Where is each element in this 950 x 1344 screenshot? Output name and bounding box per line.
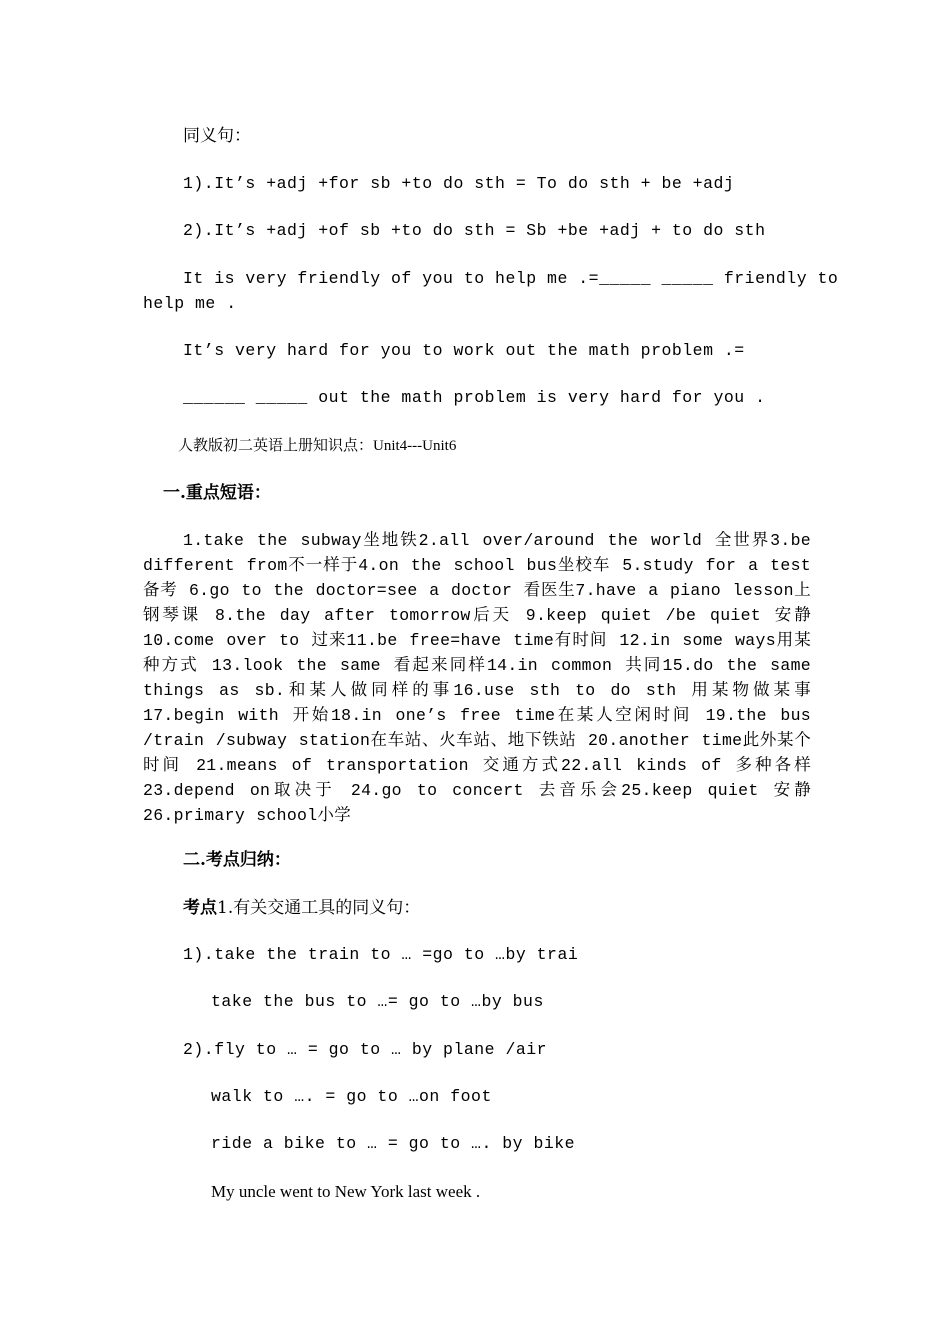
transport-line-6: My uncle went to New York last week .: [211, 1182, 481, 1201]
transport-line-4: walk to …. = go to …on foot: [211, 1087, 492, 1106]
transport-line-1: 1).take the train to … =go to …by trai: [183, 945, 579, 964]
example-2-line-1: It’s very hard for you to work out the math problem .=: [183, 341, 745, 360]
rule-2: 2).It’s +adj +of sb +to do sth = Sb +be +adj + to do sth: [183, 221, 766, 240]
point-1-text: 1.有关交通工具的同义句：: [217, 898, 421, 918]
transport-line-3: 2).fly to … = go to … by plane /air: [183, 1040, 548, 1059]
transport-line-2: take the bus to …= go to …by bus: [211, 992, 544, 1011]
synonym-heading: 同义句：: [183, 126, 251, 146]
phrases-paragraph: 1.take the subway坐地铁2.all over/around the world 全世界3.be different from不一样于4.on the school bus坐校车 5.study for a test 备考 6.go to the doctor=see a doctor 看医生7.have a piano lesson上钢琴课 8.the day after tomorrow后天 9.keep quiet /be quiet 安静10.come over to 过来11.be free=have time有时间 12.in some ways用某种方式 13.look the same 看起来同样14.in common 共同15.do the same things as sb.和某人做同样的事16.use sth to do sth 用某物做某事 17.begin with 开始18.in one’s free time在某人空闲时间 19.the bus /train /subway station在车站、火车站、地下铁站 20.another time此外某个时间 21.means of transportation 交通方式22.all kinds of 多种各样 23.depend on取决于 24.go to concert 去音乐会25.keep quiet 安静 26.primary school小学: [143, 531, 811, 825]
example-1-line-2: help me .: [143, 294, 237, 313]
document-title: 人教版初二英语上册知识点：Unit4---Unit6: [178, 438, 457, 454]
rule-1: 1).It’s +adj +for sb +to do sth = To do sth + be +adj: [183, 174, 735, 193]
section-2-heading: 二.考点归纳：: [183, 850, 291, 870]
point-1-label: 考点: [183, 898, 217, 918]
example-1-line-1: It is very friendly of you to help me .=_____ _____ friendly to: [183, 269, 839, 288]
point-1-heading: [183, 896, 420, 920]
section-1-heading: 一.重点短语：: [163, 483, 271, 503]
example-2-line-2: ______ _____ out the math problem is very hard for you .: [183, 388, 766, 407]
transport-line-5: ride a bike to … = go to …. by bike: [211, 1134, 576, 1153]
